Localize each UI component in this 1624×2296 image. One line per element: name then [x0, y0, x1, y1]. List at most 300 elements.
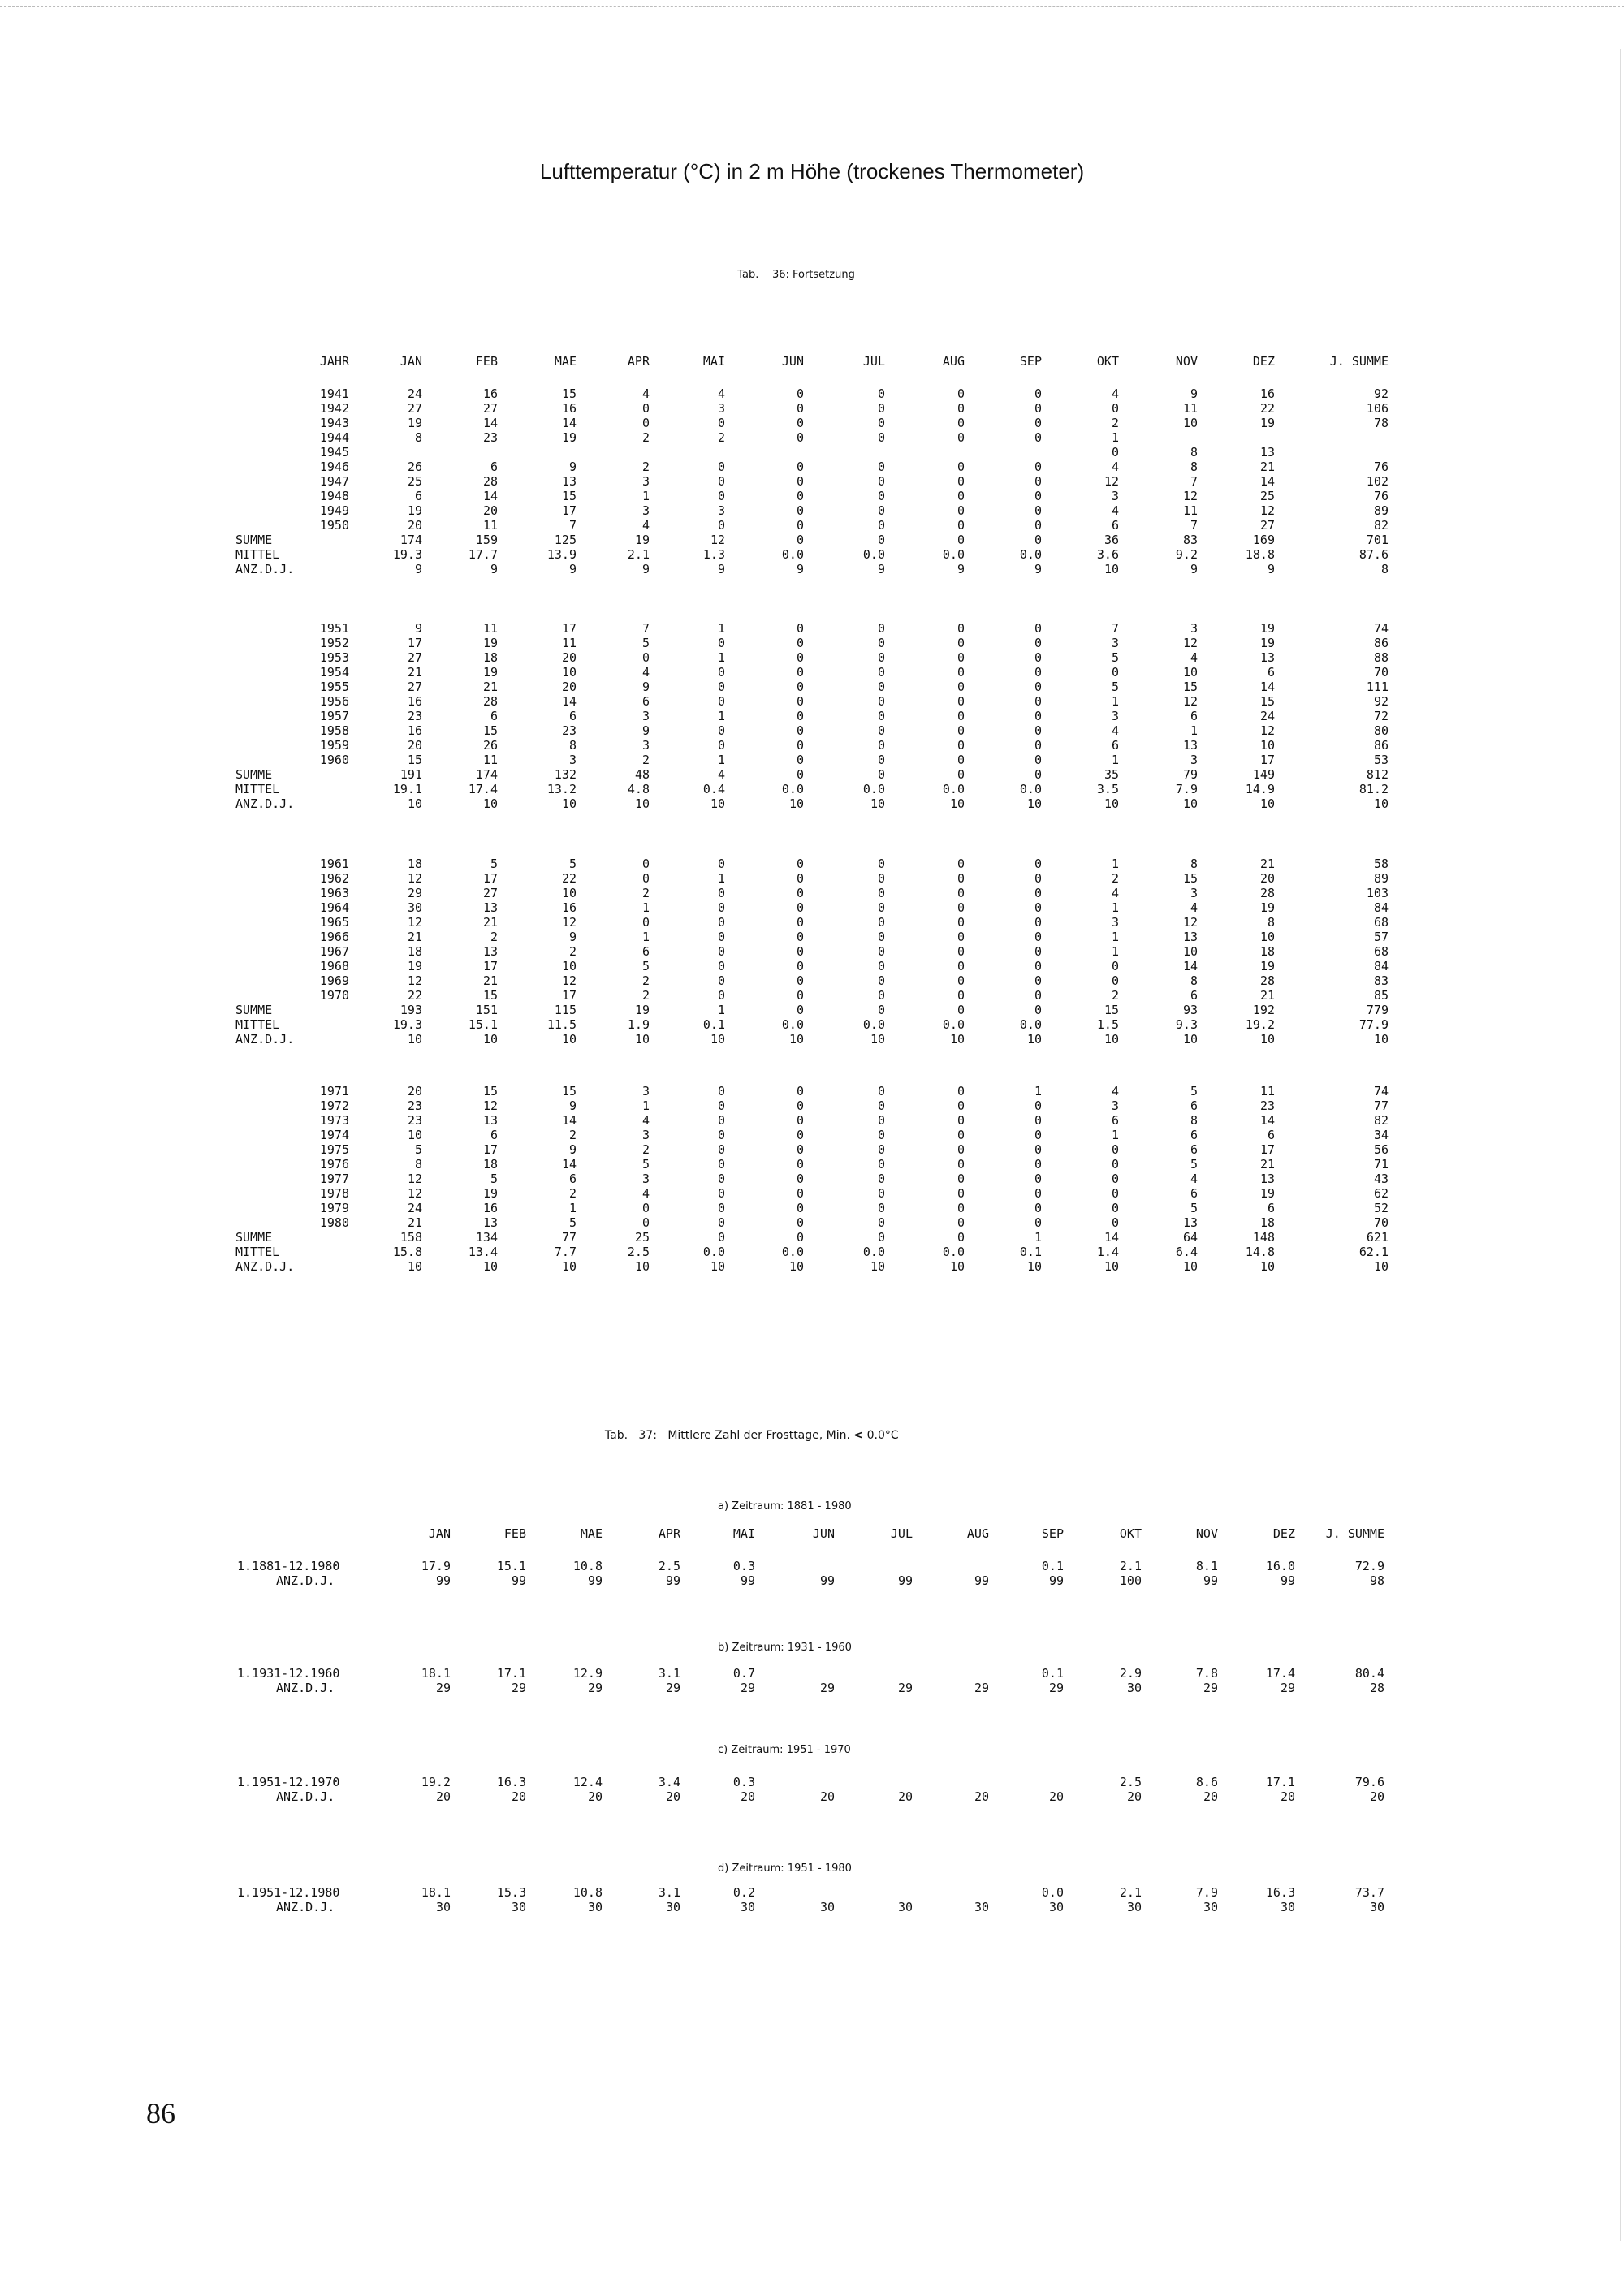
- tab36-header-11: NOV: [1175, 354, 1198, 369]
- tab36-value-cell: 0: [717, 1157, 725, 1172]
- tab36-anz-cell: 10: [1104, 796, 1119, 811]
- tab36-value-cell: 3: [568, 753, 577, 767]
- tab36-summe-cell: 0: [877, 767, 885, 782]
- tab36-value-cell: 4: [1111, 460, 1119, 474]
- tab36-year-cell: 1971: [319, 1084, 349, 1098]
- tab36-value-cell: 17: [1259, 1142, 1275, 1157]
- tab37-value-cell: 18.1: [421, 1666, 451, 1681]
- tab36-value-cell: 3: [1111, 915, 1119, 930]
- tab36-year-cell: 1974: [319, 1128, 349, 1142]
- tab36-value-cell: 0: [957, 959, 965, 973]
- tab37-anz-cell: 20: [897, 1789, 913, 1804]
- tab36-value-cell: 1: [717, 709, 725, 723]
- tab36-value-cell: 0: [957, 416, 965, 430]
- tab36-year-cell: 1970: [319, 988, 349, 1003]
- tab36-year-cell: 1959: [319, 738, 349, 753]
- tab36-value-cell: 76: [1373, 489, 1389, 503]
- tab36-value-cell: 15: [482, 988, 498, 1003]
- tab36-value-cell: 17: [482, 871, 498, 886]
- tab36-value-cell: 13: [482, 1113, 498, 1128]
- tab36-value-cell: 6: [641, 694, 650, 709]
- tab36-value-cell: 11: [482, 518, 498, 533]
- tab36-value-cell: 34: [1373, 1128, 1389, 1142]
- tab36-value-cell: 28: [1259, 886, 1275, 900]
- tab36-value-cell: 9: [414, 621, 422, 636]
- tab36-value-cell: 9: [641, 680, 650, 694]
- tab36-anz-cell: 8: [1380, 562, 1389, 576]
- tab36-value-cell: 0: [957, 709, 965, 723]
- tab36-header-4: APR: [627, 354, 650, 369]
- tab36-value-cell: 19: [561, 430, 577, 445]
- tab36-value-cell: 6: [1190, 1128, 1198, 1142]
- tab36-year-cell: 1973: [319, 1113, 349, 1128]
- tab36-value-cell: 0: [877, 1142, 885, 1157]
- tab36-value-cell: 0: [796, 1098, 804, 1113]
- tab36-value-cell: 111: [1366, 680, 1389, 694]
- tab36-value-cell: 9: [568, 1098, 577, 1113]
- tab36-value-cell: 5: [1111, 680, 1119, 694]
- tab37-header-10: NOV: [1195, 1526, 1218, 1541]
- tab36-mittel-cell: 0.0: [942, 1017, 965, 1032]
- tab36-summe-cell: 125: [554, 533, 577, 547]
- tab36-summe-cell: 35: [1104, 767, 1119, 782]
- tab36-value-cell: 71: [1373, 1157, 1389, 1172]
- tab36-value-cell: 3: [1190, 621, 1198, 636]
- tab36-value-cell: 0: [717, 1186, 725, 1201]
- tab36-value-cell: 0: [717, 886, 725, 900]
- tab37-anz-cell: 99: [740, 1573, 755, 1588]
- tab36-mittel-cell: 4.8: [627, 782, 650, 796]
- tab36-value-cell: 0: [1034, 1098, 1042, 1113]
- tab36-value-cell: 11: [482, 621, 498, 636]
- tab36-year-cell: 1961: [319, 857, 349, 871]
- tab36-value-cell: 5: [1190, 1201, 1198, 1215]
- tab36-value-cell: 20: [561, 680, 577, 694]
- tab36-anz-cell: 9: [1034, 562, 1042, 576]
- tab36-value-cell: 13: [561, 474, 577, 489]
- tab36-value-cell: 3: [1111, 1098, 1119, 1113]
- tab36-year-cell: 1975: [319, 1142, 349, 1157]
- tab36-value-cell: 0: [1034, 1157, 1042, 1172]
- tab36-value-cell: 14: [561, 694, 577, 709]
- tab36-value-cell: 5: [568, 857, 577, 871]
- tab37-section-title: a) Zeitraum: 1881 - 1980: [718, 1500, 852, 1513]
- tab37-header-9: OKT: [1119, 1526, 1142, 1541]
- tab36-caption: [731, 257, 855, 281]
- tab36-value-cell: 0: [1034, 416, 1042, 430]
- tab36-value-cell: 0: [957, 460, 965, 474]
- tab36-value-cell: 14: [561, 1157, 577, 1172]
- tab36-value-cell: 0: [1111, 959, 1119, 973]
- tab36-anz-cell: 10: [1182, 796, 1198, 811]
- tab36-summe-cell: 48: [634, 767, 650, 782]
- tab36-value-cell: 0: [957, 503, 965, 518]
- tab36-anz-cell: 10: [710, 1032, 725, 1047]
- tab36-value-cell: 1: [568, 1201, 577, 1215]
- tab36-summe-cell: 191: [400, 767, 422, 782]
- tab36-value-cell: 19: [1259, 621, 1275, 636]
- tab36-value-cell: 0: [1034, 386, 1042, 401]
- tab37-anz-cell: 29: [1280, 1681, 1295, 1695]
- tab36-value-cell: 7: [568, 518, 577, 533]
- tab36-year-cell: 1951: [319, 621, 349, 636]
- tab36-value-cell: 23: [407, 1098, 422, 1113]
- tab36-value-cell: 0: [877, 489, 885, 503]
- tab36-mittel-label: MITTEL: [235, 547, 280, 562]
- tab36-value-cell: 0: [877, 665, 885, 680]
- tab36-value-cell: 0: [877, 1201, 885, 1215]
- tab36-value-cell: 0: [877, 416, 885, 430]
- tab37-anz-cell: 20: [511, 1789, 526, 1804]
- tab37-header-5: JUN: [812, 1526, 835, 1541]
- tab36-value-cell: 76: [1373, 460, 1389, 474]
- tab36-value-cell: 25: [407, 474, 422, 489]
- tab36-value-cell: 2: [641, 988, 650, 1003]
- tab36-value-cell: 27: [407, 401, 422, 416]
- tab36-value-cell: 0: [877, 401, 885, 416]
- tab36-value-cell: 0: [1034, 680, 1042, 694]
- tab36-value-cell: 10: [561, 665, 577, 680]
- tab36-value-cell: 2: [490, 930, 498, 944]
- tab36-summe-cell: 159: [475, 533, 498, 547]
- tab37-anz-cell: 29: [587, 1681, 603, 1695]
- tab36-value-cell: 24: [1259, 709, 1275, 723]
- tab36-value-cell: 0: [717, 636, 725, 650]
- tab36-value-cell: 3: [641, 503, 650, 518]
- tab36-summe-cell: 64: [1182, 1230, 1198, 1245]
- tab36-value-cell: 3: [641, 1084, 650, 1098]
- tab36-value-cell: 0: [957, 1098, 965, 1113]
- tab36-mittel-cell: 77.9: [1358, 1017, 1389, 1032]
- tab36-value-cell: 5: [490, 1172, 498, 1186]
- tab36-value-cell: 62: [1373, 1186, 1389, 1201]
- tab36-value-cell: 0: [1111, 1201, 1119, 1215]
- tab36-summe-cell: 0: [877, 1003, 885, 1017]
- tab36-value-cell: 14: [561, 416, 577, 430]
- tab36-value-cell: 0: [1034, 430, 1042, 445]
- tab36-value-cell: 23: [1259, 1098, 1275, 1113]
- tab37-anz-cell: 99: [1203, 1573, 1218, 1588]
- tab37-value-cell: 72.9: [1354, 1559, 1384, 1573]
- tab36-mittel-cell: 0.1: [702, 1017, 725, 1032]
- tab36-value-cell: 8: [414, 1157, 422, 1172]
- tab36-value-cell: 82: [1373, 518, 1389, 533]
- tab37-anz-cell: 20: [1203, 1789, 1218, 1804]
- tab36-value-cell: 17: [1259, 753, 1275, 767]
- tab36-value-cell: 28: [482, 694, 498, 709]
- tab36-anz-cell: 10: [949, 796, 965, 811]
- tab36-value-cell: 14: [561, 1113, 577, 1128]
- tab36-value-cell: 9: [641, 723, 650, 738]
- tab36-anz-cell: 10: [710, 1259, 725, 1274]
- tab36-year-cell: 1948: [319, 489, 349, 503]
- tab36-value-cell: 0: [957, 988, 965, 1003]
- tab36-value-cell: 0: [957, 871, 965, 886]
- tab37-anz-cell: 100: [1119, 1573, 1142, 1588]
- tab37-anz-cell: 28: [1369, 1681, 1384, 1695]
- tab36-value-cell: 18: [482, 1157, 498, 1172]
- tab36-summe-cell: 0: [877, 1230, 885, 1245]
- tab36-value-cell: 12: [407, 973, 422, 988]
- tab36-value-cell: 21: [482, 915, 498, 930]
- tab36-value-cell: 0: [641, 1215, 650, 1230]
- tab36-value-cell: 15: [482, 723, 498, 738]
- tab36-summe-cell: 779: [1366, 1003, 1389, 1017]
- tab36-value-cell: 6: [1190, 1098, 1198, 1113]
- tab36-summe-cell: 0: [717, 1230, 725, 1245]
- tab36-value-cell: 1: [1111, 694, 1119, 709]
- tab36-anz-cell: 10: [949, 1032, 965, 1047]
- tab36-value-cell: 11: [482, 753, 498, 767]
- tab36-value-cell: 0: [957, 386, 965, 401]
- tab37-caption-label: Tab.: [604, 1429, 628, 1442]
- tab36-value-cell: 0: [717, 723, 725, 738]
- tab36-year-cell: 1965: [319, 915, 349, 930]
- tab36-value-cell: 0: [1034, 973, 1042, 988]
- tab36-value-cell: 0: [1034, 738, 1042, 753]
- tab36-anz-cell: 10: [482, 796, 498, 811]
- tab36-mittel-cell: 15.8: [392, 1245, 422, 1259]
- tab36-value-cell: 2: [1111, 871, 1119, 886]
- tab37-header-2: MAE: [580, 1526, 603, 1541]
- tab36-value-cell: 6: [1111, 518, 1119, 533]
- tab36-value-cell: 1: [717, 753, 725, 767]
- tab36-year-cell: 1953: [319, 650, 349, 665]
- tab36-value-cell: 0: [1034, 474, 1042, 489]
- tab37-anz-cell: 30: [435, 1900, 451, 1914]
- tab37-caption-symbol: <: [853, 1429, 864, 1442]
- tab36-mittel-cell: 2.1: [627, 547, 650, 562]
- tab36-anz-cell: 9: [1267, 562, 1275, 576]
- tab36-value-cell: 10: [561, 886, 577, 900]
- tab36-value-cell: 0: [877, 650, 885, 665]
- tab36-value-cell: 0: [957, 723, 965, 738]
- tab36-anz-cell: 10: [1026, 796, 1042, 811]
- tab36-value-cell: 0: [957, 650, 965, 665]
- tab36-anz-label: ANZ.D.J.: [235, 1032, 295, 1047]
- tab36-value-cell: 1: [1111, 430, 1119, 445]
- tab36-value-cell: 4: [1111, 503, 1119, 518]
- tab36-value-cell: 27: [482, 401, 498, 416]
- tab36-value-cell: 0: [641, 401, 650, 416]
- tab36-value-cell: 21: [407, 930, 422, 944]
- tab36-value-cell: 0: [717, 900, 725, 915]
- tab36-value-cell: 86: [1373, 738, 1389, 753]
- tab36-mittel-cell: 0.0: [781, 547, 804, 562]
- tab36-value-cell: 0: [877, 1186, 885, 1201]
- tab36-value-cell: 12: [1182, 915, 1198, 930]
- right-edge-line: [1619, 49, 1621, 2241]
- tab36-value-cell: 102: [1366, 474, 1389, 489]
- tab36-value-cell: 0: [957, 738, 965, 753]
- tab36-value-cell: 0: [1034, 1172, 1042, 1186]
- tab36-anz-cell: 10: [407, 796, 422, 811]
- tab36-value-cell: 8: [1190, 1113, 1198, 1128]
- tab36-value-cell: 0: [877, 959, 885, 973]
- tab36-year-cell: 1941: [319, 386, 349, 401]
- tab36-value-cell: 82: [1373, 1113, 1389, 1128]
- tab37-value-cell: 2.5: [1119, 1775, 1142, 1789]
- tab36-mittel-cell: 1.4: [1096, 1245, 1119, 1259]
- tab36-value-cell: 74: [1373, 1084, 1389, 1098]
- tab36-summe-cell: 0: [796, 1230, 804, 1245]
- tab37-value-cell: 10.8: [572, 1885, 603, 1900]
- tab36-value-cell: 0: [1111, 1186, 1119, 1201]
- tab37-period-label: 1.1881-12.1980: [237, 1559, 340, 1573]
- tab36-value-cell: 57: [1373, 930, 1389, 944]
- tab36-summe-cell: 1: [717, 1003, 725, 1017]
- tab36-value-cell: 12: [1259, 503, 1275, 518]
- tab36-value-cell: 77: [1373, 1098, 1389, 1113]
- tab36-value-cell: 21: [482, 680, 498, 694]
- tab37-anz-cell: 99: [665, 1573, 680, 1588]
- tab36-anz-label: ANZ.D.J.: [235, 1259, 295, 1274]
- tab36-summe-cell: 19: [634, 1003, 650, 1017]
- tab37-header-1: FEB: [503, 1526, 526, 1541]
- page-title: Lufttemperatur (°C) in 2 m Höhe (trockenes Thermometer): [539, 159, 1085, 183]
- tab36-value-cell: 22: [561, 871, 577, 886]
- tab36-value-cell: 4: [641, 518, 650, 533]
- tab36-mittel-label: MITTEL: [235, 1017, 280, 1032]
- tab36-summe-cell: 77: [561, 1230, 577, 1245]
- tab36-value-cell: 10: [1182, 416, 1198, 430]
- tab36-value-cell: 15: [1182, 680, 1198, 694]
- tab36-anz-cell: 10: [1026, 1032, 1042, 1047]
- tab36-value-cell: 1: [641, 489, 650, 503]
- tab36-value-cell: 0: [957, 1113, 965, 1128]
- tab36-value-cell: 2: [641, 753, 650, 767]
- tab36-header-10: OKT: [1096, 354, 1119, 369]
- tab36-value-cell: 0: [957, 665, 965, 680]
- tab36-mittel-cell: 1.5: [1096, 1017, 1119, 1032]
- tab36-value-cell: 0: [796, 886, 804, 900]
- tab36-value-cell: 0: [877, 886, 885, 900]
- tab36-year-cell: 1964: [319, 900, 349, 915]
- page-number: 86: [146, 2097, 175, 2130]
- tab36-value-cell: 26: [407, 460, 422, 474]
- tab37-section-title: c) Zeitraum: 1951 - 1970: [718, 1744, 851, 1756]
- tab37-anz-cell: 29: [511, 1681, 526, 1695]
- tab36-value-cell: 0: [877, 857, 885, 871]
- tab37-header-11: DEZ: [1272, 1526, 1295, 1541]
- tab36-value-cell: 0: [957, 636, 965, 650]
- tab36-value-cell: 0: [957, 1172, 965, 1186]
- tab36-value-cell: 0: [877, 1172, 885, 1186]
- tab36-value-cell: 4: [1111, 1084, 1119, 1098]
- tab36-value-cell: 6: [1267, 1128, 1275, 1142]
- tab36-value-cell: 15: [561, 1084, 577, 1098]
- tab36-anz-label: ANZ.D.J.: [235, 562, 295, 576]
- tab36-anz-cell: 9: [717, 562, 725, 576]
- tab36-value-cell: 0: [641, 857, 650, 871]
- tab36-mittel-cell: 0.4: [702, 782, 725, 796]
- tab37-anz-cell: 99: [897, 1573, 913, 1588]
- tab37-anz-cell: 30: [511, 1900, 526, 1914]
- tab36-value-cell: 10: [1259, 738, 1275, 753]
- tab36-value-cell: 10: [1182, 944, 1198, 959]
- tab36-value-cell: 1: [1111, 944, 1119, 959]
- tab37-value-cell: 0.3: [732, 1775, 755, 1789]
- tab36-value-cell: 0: [717, 1084, 725, 1098]
- tab36-value-cell: 0: [796, 738, 804, 753]
- tab36-anz-cell: 10: [634, 1259, 650, 1274]
- tab36-value-cell: 0: [796, 723, 804, 738]
- tab36-mittel-cell: 19.2: [1245, 1017, 1275, 1032]
- tab36-year-cell: 1977: [319, 1172, 349, 1186]
- tab36-value-cell: 5: [568, 1215, 577, 1230]
- tab36-anz-cell: 10: [482, 1032, 498, 1047]
- tab36-value-cell: 0: [1034, 1142, 1042, 1157]
- tab36-value-cell: 1: [1111, 930, 1119, 944]
- tab36-value-cell: 18: [482, 650, 498, 665]
- tab36-value-cell: 3: [717, 401, 725, 416]
- tab36-value-cell: 0: [717, 1215, 725, 1230]
- tab37-anz-cell: 30: [740, 1900, 755, 1914]
- tab37-header-0: JAN: [428, 1526, 451, 1541]
- tab36-value-cell: 0: [717, 738, 725, 753]
- tab36-mittel-cell: 1.9: [627, 1017, 650, 1032]
- tab36-value-cell: 17: [561, 621, 577, 636]
- tab36-year-cell: 1946: [319, 460, 349, 474]
- tab37-value-cell: 17.4: [1265, 1666, 1295, 1681]
- tab36-value-cell: 12: [482, 1098, 498, 1113]
- tab36-header-1: JAN: [400, 354, 422, 369]
- tab36-summe-cell: 193: [400, 1003, 422, 1017]
- tab37-value-cell: 2.1: [1119, 1559, 1142, 1573]
- tab36-value-cell: 0: [877, 709, 885, 723]
- tab36-anz-cell: 9: [490, 562, 498, 576]
- tab36-value-cell: 0: [796, 474, 804, 489]
- tab37-anz-label: ANZ.D.J.: [276, 1573, 335, 1588]
- tab37-anz-cell: 29: [435, 1681, 451, 1695]
- tab37-header-4: MAI: [732, 1526, 755, 1541]
- tab36-value-cell: 19: [482, 665, 498, 680]
- tab36-summe-cell: 0: [796, 533, 804, 547]
- tab36-value-cell: 16: [407, 723, 422, 738]
- tab36-value-cell: 0: [717, 959, 725, 973]
- tab36-value-cell: 3: [1190, 753, 1198, 767]
- tab36-value-cell: 0: [957, 915, 965, 930]
- tab36-value-cell: 106: [1366, 401, 1389, 416]
- tab36-value-cell: 22: [407, 988, 422, 1003]
- tab36-anz-cell: 10: [1373, 796, 1389, 811]
- tab36-value-cell: 8: [1190, 445, 1198, 460]
- tab36-value-cell: 23: [407, 709, 422, 723]
- tab36-value-cell: 12: [561, 973, 577, 988]
- tab36-caption-text: 36: Fortsetzung: [771, 269, 855, 281]
- tab36-anz-cell: 10: [1104, 562, 1119, 576]
- tab37-value-cell: 3.1: [658, 1666, 680, 1681]
- tab36-value-cell: 0: [877, 518, 885, 533]
- tab37-value-cell: 16.3: [1265, 1885, 1295, 1900]
- tab36-anz-cell: 9: [796, 562, 804, 576]
- tab37-value-cell: 7.9: [1195, 1885, 1218, 1900]
- tab36-value-cell: 18: [407, 857, 422, 871]
- tab36-value-cell: 6: [1190, 1186, 1198, 1201]
- tab37-anz-cell: 29: [740, 1681, 755, 1695]
- tab36-value-cell: 4: [641, 665, 650, 680]
- tab36-value-cell: 0: [877, 753, 885, 767]
- tab36-value-cell: 8: [1190, 460, 1198, 474]
- tab36-value-cell: 0: [796, 430, 804, 445]
- tab36-value-cell: 0: [717, 1098, 725, 1113]
- tab36-value-cell: 16: [482, 386, 498, 401]
- tab37-value-cell: 7.8: [1195, 1666, 1218, 1681]
- tab36-value-cell: 2: [641, 1142, 650, 1157]
- tab36-anz-cell: 10: [788, 1259, 804, 1274]
- tab36-value-cell: 0: [957, 401, 965, 416]
- tab36-value-cell: 0: [717, 680, 725, 694]
